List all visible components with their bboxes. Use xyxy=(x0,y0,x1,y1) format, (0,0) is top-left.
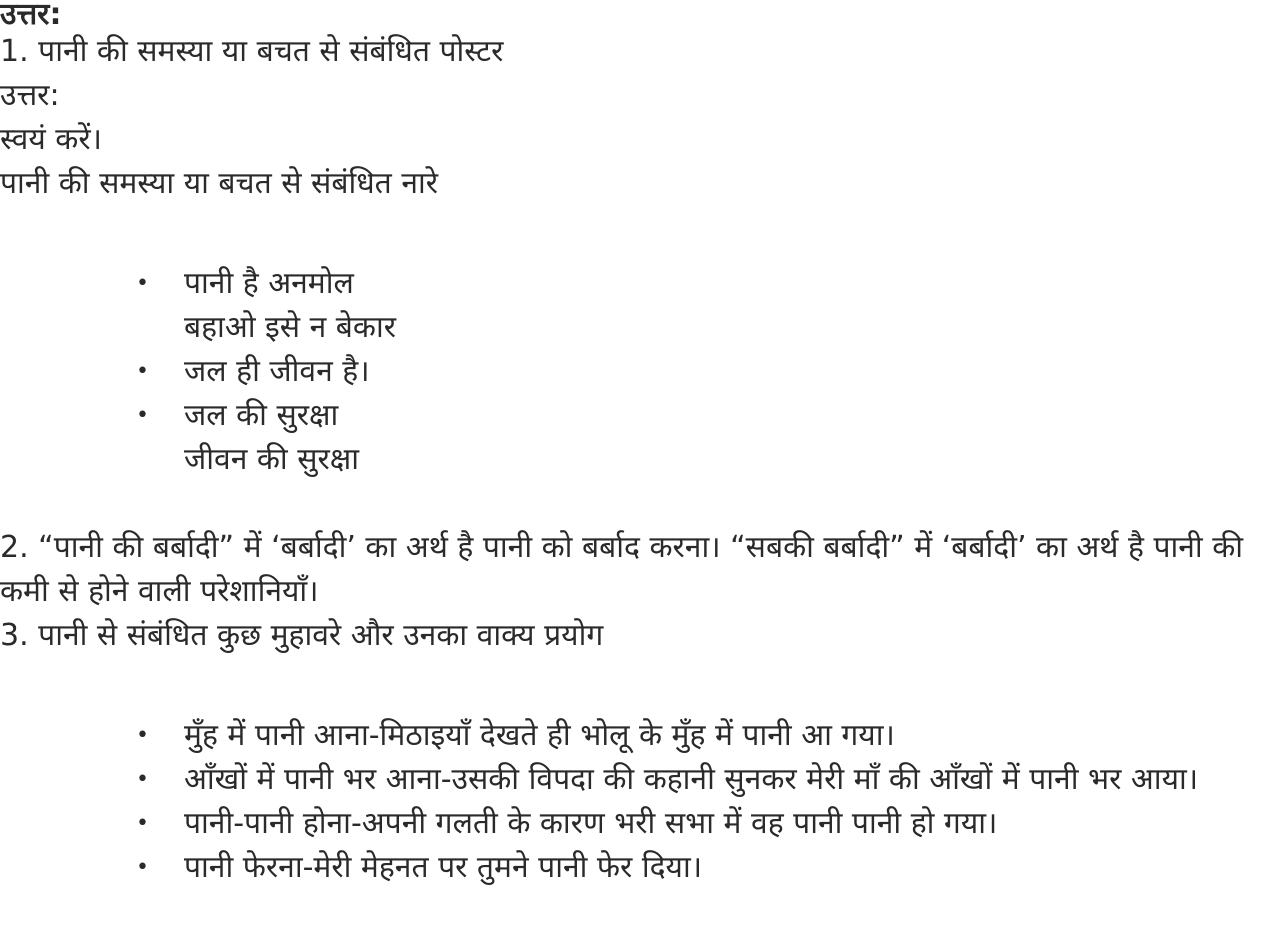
list-item xyxy=(0,262,1268,350)
bullet-icon: • xyxy=(136,271,149,296)
list-item xyxy=(0,714,1268,758)
idiom-text: आँखों में पानी भर आना-उसकी विपदा की कहानी सुनकर मेरी माँ की आँखों में पानी भर आया। xyxy=(184,762,1199,797)
slogans-list xyxy=(0,262,1268,482)
spacer xyxy=(0,658,1268,714)
list-item xyxy=(0,802,1268,846)
slogans-title: पानी की समस्या या बचत से संबंधित नारे xyxy=(0,166,439,201)
list-item xyxy=(0,350,1268,394)
question-1-title: 1. पानी की समस्या या बचत से संबंधित पोस्टर xyxy=(0,34,504,69)
question-1-answer-label: उत्तर: xyxy=(0,78,60,113)
slogan-line: जल की सुरक्षा xyxy=(184,398,339,433)
list-item xyxy=(0,758,1268,802)
slogan-line: पानी है अनमोल xyxy=(184,266,354,301)
bullet-icon: • xyxy=(136,403,149,428)
answer-heading: उत्तर: xyxy=(0,0,62,32)
idioms-list xyxy=(0,714,1268,890)
slogan-line: बहाओ इसे न बेकार xyxy=(184,310,396,345)
list-item xyxy=(0,394,1268,482)
question-1-answer-text: स्वयं करें। xyxy=(0,122,102,157)
slogan-line: जल ही जीवन है। xyxy=(184,354,370,389)
idiom-text: पानी-पानी होना-अपनी गलती के कारण भरी सभा में वह पानी पानी हो गया। xyxy=(184,806,998,841)
question-2-answer: 2. “पानी की बर्बादी” में ‘बर्बादी’ का अर्थ है पानी को बर्बाद करना। “सबकी बर्बादी” में ‘बर्बादी’ का अर्थ है पानी की कमी से होने वाली परेशानियाँ। xyxy=(0,530,1244,609)
idiom-text: पानी फेरना-मेरी मेहनत पर तुमने पानी फेर दिया। xyxy=(184,850,703,885)
bullet-icon: • xyxy=(136,723,149,748)
bullet-icon: • xyxy=(136,767,149,792)
idiom-text: मुँह में पानी आना-मिठाइयाँ देखते ही भोलू के मुँह में पानी आ गया। xyxy=(184,718,895,753)
spacer xyxy=(0,206,1268,262)
list-item xyxy=(0,846,1268,890)
slogan-line: जीवन की सुरक्षा xyxy=(184,442,360,477)
bullet-icon: • xyxy=(136,359,149,384)
bullet-icon: • xyxy=(136,855,149,880)
question-3-title: 3. पानी से संबंधित कुछ मुहावरे और उनका वाक्य प्रयोग xyxy=(0,618,604,653)
spacer xyxy=(0,482,1268,526)
bullet-icon: • xyxy=(136,811,149,836)
